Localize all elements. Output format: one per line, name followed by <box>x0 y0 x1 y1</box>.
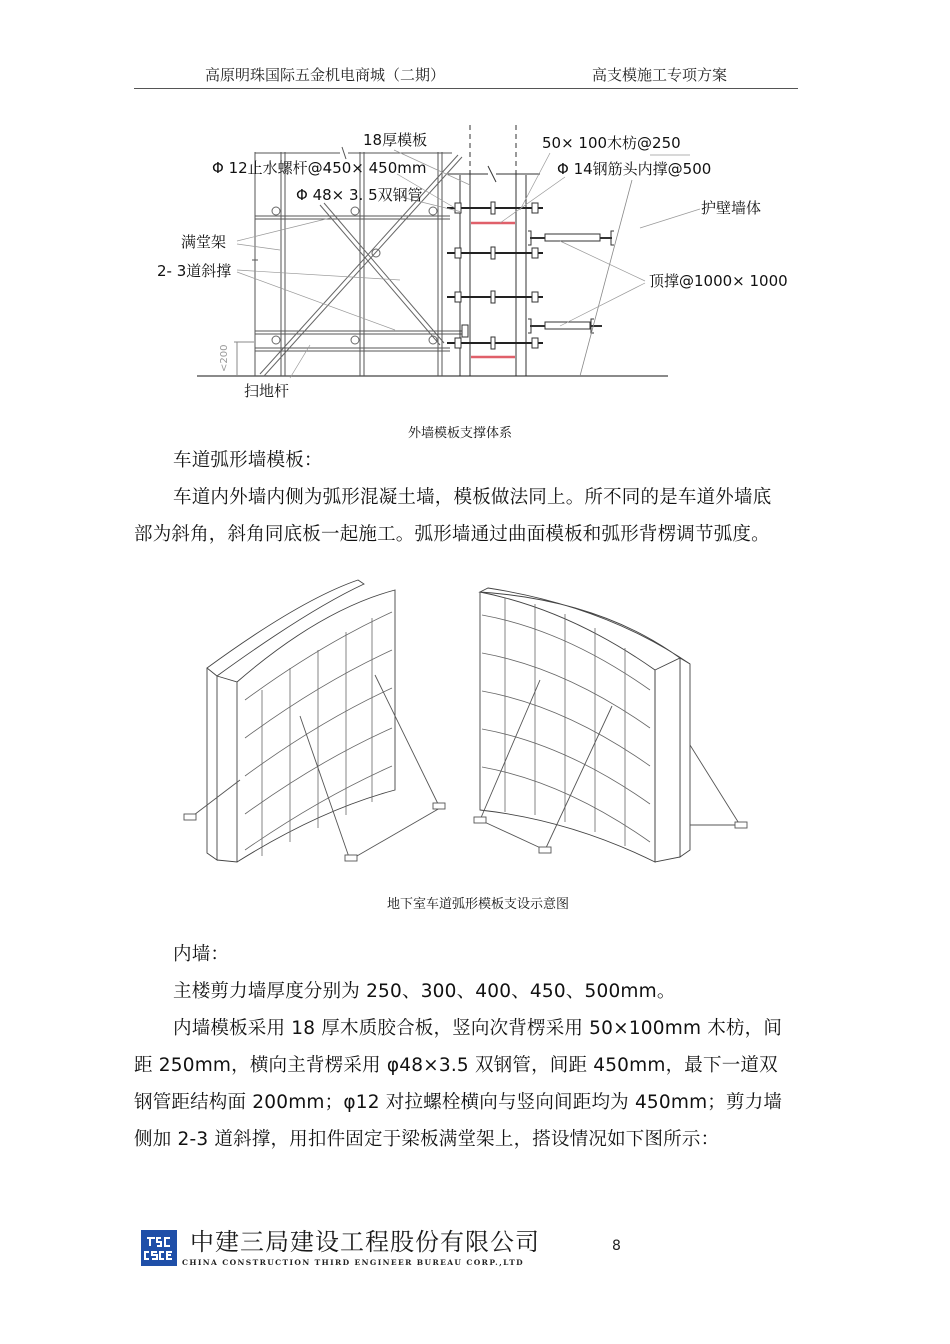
figure2-caption: 地下室车道弧形模板支设示意图 <box>387 897 570 912</box>
page-number: 8 <box>612 1238 621 1254</box>
section-inner-line2: 距 250mm，横向主背楞采用 φ48×3.5 双钢管，间距 450mm，最下一道双 <box>134 1055 778 1076</box>
label-inner-brace: Φ 14钢筋头内撑@500 <box>557 160 712 178</box>
section-inner-heading: 内墙： <box>173 944 230 965</box>
curved-panel-left <box>184 580 445 862</box>
section-ramp-line1: 车道内外墙内侧为弧形混凝土墙，模板做法同上。所不同的是车道外墙底 <box>173 487 772 508</box>
curved-panel-right <box>474 588 747 862</box>
figure1-caption: 外墙模板支撑体系 <box>408 426 513 441</box>
label-top-brace: 顶撑@1000× 1000 <box>649 272 788 290</box>
company-logo <box>141 1230 177 1266</box>
label-timber: 50× 100木枋@250 <box>542 134 681 152</box>
label-bolt: Φ 12止水螺杆@450× 450mm <box>212 159 427 177</box>
cscec-logo-icon <box>141 1230 177 1266</box>
header-doc-title: 高支模施工专项方案 <box>592 66 728 84</box>
label-dimension-200: <200 <box>219 344 230 372</box>
section-inner-line3: 钢管距结构面 200mm；φ12 对拉螺栓横向与竖向间距均为 450mm；剪力墙 <box>134 1092 783 1113</box>
label-double-pipe: Φ 48× 3. 5双钢管 <box>296 186 423 204</box>
section-inner-thickness: 主楼剪力墙厚度分别为 250、300、400、450、500mm。 <box>173 981 676 1002</box>
section-ramp-line2: 部为斜角，斜角同底板一起施工。弧形墙通过曲面模板和弧形背楞调节弧度。 <box>134 524 770 545</box>
label-sweep-bar: 扫地杆 <box>244 382 290 400</box>
label-retaining-wall: 护壁墙体 <box>701 199 762 217</box>
company-name-en: CHINA CONSTRUCTION THIRD ENGINEER BUREAU CORP.,LTD <box>182 1258 525 1267</box>
label-diagonal-brace: 2- 3道斜撑 <box>157 262 232 280</box>
company-name-cn: 中建三局建设工程股份有限公司 <box>190 1228 540 1256</box>
header-project-title: 高原明珠国际五金机电商城（二期） <box>205 66 446 84</box>
section-ramp-heading: 车道弧形墙模板： <box>173 450 323 471</box>
label-scaffold: 满堂架 <box>181 233 227 251</box>
right-panel-braces <box>474 680 747 853</box>
section-inner-line4: 侧加 2-3 道斜撑，用扣件固定于梁板满堂架上，搭设情况如下图所示： <box>134 1129 720 1150</box>
section-inner-line1: 内墙模板采用 18 厚木质胶合板，竖向次背楞采用 50×100mm 木枋，间 <box>173 1018 783 1039</box>
label-formwork: 18厚模板 <box>363 131 428 149</box>
